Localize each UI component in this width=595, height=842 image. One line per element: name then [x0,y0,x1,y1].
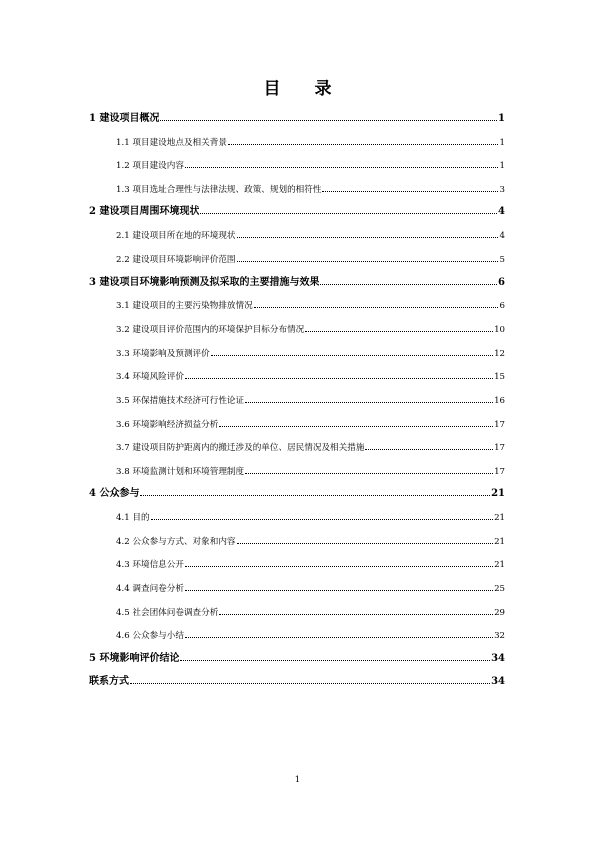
dot-leader [130,683,490,684]
toc-entry-page: 16 [494,396,505,406]
toc-entry[interactable] [89,366,505,382]
dot-leader [185,637,493,638]
toc-entry-label: 1.2 项目建设内容 [116,161,184,171]
toc-entry-page: 4 [499,231,505,241]
toc-entry[interactable] [89,554,505,570]
dot-leader [322,191,498,192]
toc-entry-label: 3.2 建设项目评价范围内的环境保护目标分布情况 [116,325,305,335]
dot-leader [185,378,493,379]
dot-leader [320,284,497,285]
toc-entry-page: 21 [494,513,505,523]
dot-leader [185,167,498,168]
toc-entry[interactable] [89,414,505,430]
toc-entry-page: 17 [494,443,505,453]
toc-entry-label: 3.3 环境影响及预测评价 [116,349,210,359]
toc-entry-label: 1.1 项目建设地点及相关背景 [116,138,227,148]
toc-entry[interactable] [89,602,505,618]
dot-leader [140,495,490,496]
dot-leader [237,261,498,262]
toc-entry[interactable] [89,108,505,124]
toc-entry[interactable] [89,461,505,477]
toc-entry[interactable] [89,179,505,195]
toc-entry-page: 21 [491,488,505,499]
dot-leader [237,237,498,238]
dot-leader [219,426,493,427]
dot-leader [180,660,490,661]
toc-entry-page: 15 [494,372,505,382]
toc-entry-page: 17 [494,420,505,430]
toc-entry-label: 4.6 公众参与小结 [116,631,184,641]
toc-entry-page: 21 [494,560,505,570]
toc-entry[interactable] [89,671,505,687]
toc-title: 目 录 [263,79,346,99]
dot-leader [185,590,493,591]
toc-entry[interactable] [89,155,505,171]
toc-entry-label: 3.5 环保措施技术经济可行性论证 [116,396,245,406]
toc-entry[interactable] [89,225,505,241]
toc-entry-page: 3 [499,185,505,195]
toc-entry[interactable] [89,437,505,453]
dot-leader [365,449,493,450]
dot-leader [211,355,493,356]
toc-entry-label: 3.7 建设项目防护距离内的搬迁涉及的单位、居民情况及相关措施 [116,443,365,453]
toc-entry[interactable] [89,201,505,217]
toc-entry-label: 4.3 环境信息公开 [116,560,184,570]
dot-leader [151,519,493,520]
toc-entry-label: 3 建设项目环境影响预测及拟采取的主要措施与效果 [89,277,320,288]
toc-entry-page: 4 [498,206,505,217]
toc-entry[interactable] [89,625,505,641]
toc-entry-page: 6 [498,277,505,288]
dot-leader [228,144,498,145]
toc-entry-label: 3.1 建设项目的主要污染物排放情况 [116,301,253,311]
toc-entry-page: 32 [494,631,505,641]
toc-entry-label: 4 公众参与 [89,488,140,499]
toc-entry[interactable] [89,483,505,499]
toc-entry-label: 4.1 目的 [116,513,150,523]
toc-entry-page: 1 [499,138,505,148]
toc-entry[interactable] [89,578,505,594]
toc-entry-label: 3.8 环境监测计划和环境管理制度 [116,467,245,477]
dot-leader [245,402,493,403]
dot-leader [305,331,493,332]
toc-entry[interactable] [89,249,505,265]
toc-entry-page: 1 [498,113,505,124]
toc-entry-page: 5 [499,255,505,265]
page-number: 1 [294,775,301,785]
toc-entry-label: 联系方式 [89,676,129,687]
toc-entry-label: 5 环境影响评价结论 [89,653,180,664]
toc-entry[interactable] [89,132,505,148]
toc-entry[interactable] [89,648,505,664]
toc-entry[interactable] [89,531,505,547]
toc-entry-page: 1 [499,161,505,171]
toc-entry-page: 17 [494,467,505,477]
dot-leader [245,473,493,474]
toc-entry-page: 34 [491,653,505,664]
toc-entry[interactable] [89,390,505,406]
toc-entry-page: 6 [499,301,505,311]
toc-entry-page: 12 [494,349,505,359]
toc-entry[interactable] [89,319,505,335]
toc-entry-label: 3.6 环境影响经济损益分析 [116,420,219,430]
toc-entry-label: 4.4 调查问卷分析 [116,584,184,594]
toc-entry-label: 4.2 公众参与方式、对象和内容 [116,537,236,547]
toc-entry-page: 29 [494,608,505,618]
dot-leader [200,213,497,214]
toc-entry-page: 25 [494,584,505,594]
toc-entry-label: 2 建设项目周围环境现状 [89,206,200,217]
toc-entry-page: 10 [494,325,505,335]
toc-entry[interactable] [89,507,505,523]
toc-entry-page: 21 [494,537,505,547]
toc-entry[interactable] [89,343,505,359]
toc-entry-label: 4.5 社会团体问卷调查分析 [116,608,219,618]
dot-leader [254,307,498,308]
toc-entry-label: 2.2 建设项目环境影响评价范围 [116,255,236,265]
toc-entry-label: 1.3 项目选址合理性与法律法规、政策、规划的相符性 [116,185,322,195]
dot-leader [185,566,493,567]
toc-entry[interactable] [89,295,505,311]
toc-entry-label: 1 建设项目概况 [89,113,160,124]
dot-leader [237,543,494,544]
dot-leader [219,614,493,615]
toc-entry-label: 2.1 建设项目所在地的环境现状 [116,231,236,241]
dot-leader [160,120,497,121]
toc-entry-page: 34 [491,676,505,687]
toc-entry[interactable] [89,272,505,288]
toc-entry-label: 3.4 环境风险评价 [116,372,184,382]
